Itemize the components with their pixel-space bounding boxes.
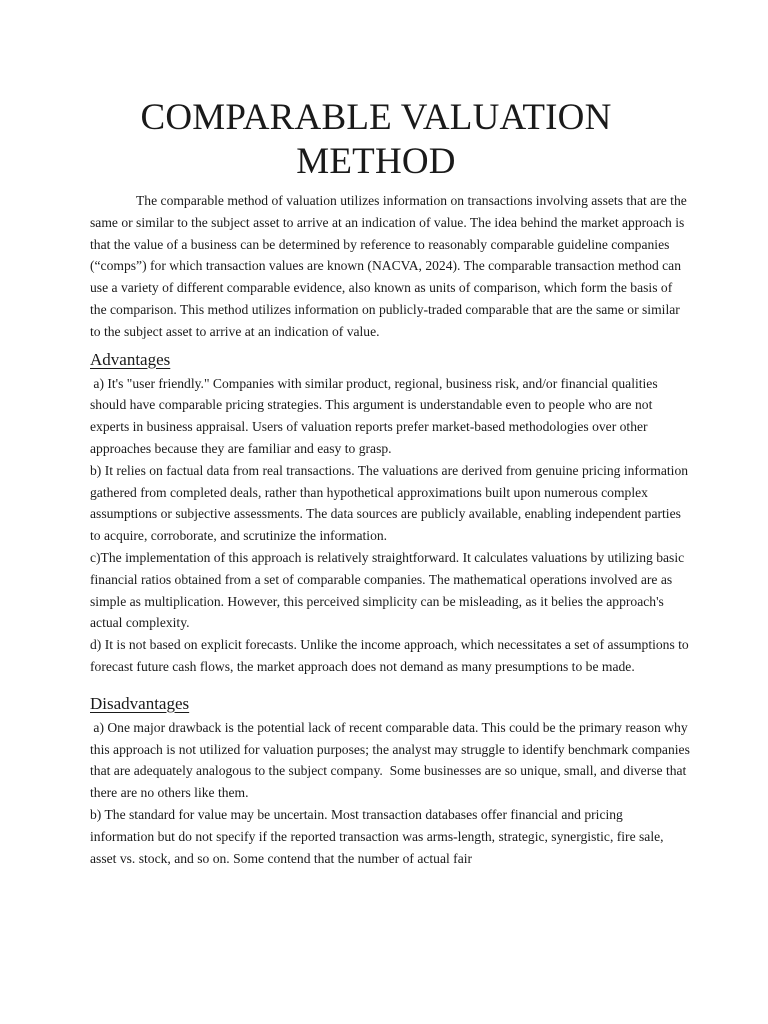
disadvantage-item-a: a) One major drawback is the potential lack of recent comparable data. This could be the primary reason why this approach is not utilized for valuation purposes; the analyst may struggle to identify benchmark companies that are adequately analogous to the subject company. Some businesses are so unique, small, and diverse that there are no others like them.	[90, 719, 694, 801]
advantages-heading: Advantages	[90, 349, 171, 369]
advantage-item-b: b) It relies on factual data from real transactions. The valuations are derived from genuine pricing information gathered from completed deals, rather than hypothetical approximations built upon numerous complex assumptions or subjective assessments. The data sources are publicly available, enabling independent parties to acquire, corroborate, and scrutinize the information.	[90, 462, 689, 544]
document-page	[90, 96, 694, 869]
advantage-item-c: c)The implementation of this approach is relatively straightforward. It calculates valuations by utilizing basic financial ratios obtained from a set of comparable companies. The mathematical operations involved are as simple as multiplication. However, this perceived simplicity can be misleading, as it belies the approach's actual complexity.	[90, 549, 685, 631]
intro-paragraph: The comparable method of valuation utilizes information on transactions involving assets that are the same or similar to the subject asset to arrive at an indication of value. The idea behind the market approach is that the value of a business can be determined by reference to reasonably comparable guideline companies (“comps”) for which transaction values are known (NACVA, 2024). The comparable transaction method can use a variety of different comparable evidence, also known as units of comparison, which form the basis of the comparison. This method utilizes information on publicly-traded comparable that are the same or similar to the subject asset to arrive at an indication of value.	[90, 193, 687, 339]
disadvantage-item-b: b) The standard for value may be uncertain. Most transaction databases offer financial and pricing information but do not specify if the reported transaction was arms-length, strategic, synergistic, fire sale, asset vs. stock, and so on. Some contend that the number of actual fair	[90, 806, 664, 866]
advantage-item-d: d) It is not based on explicit forecasts. Unlike the income approach, which necessitates a set of assumptions to forecast future cash flows, the market approach does not demand as many presumptions to be made.	[90, 637, 689, 674]
disadvantages-heading: Disadvantages	[90, 693, 190, 713]
advantage-item-a: a) It's "user friendly." Companies with similar product, regional, business risk, and/or financial qualities should have comparable pricing strategies. This argument is understandable even to people who are not experts in business appraisal. Users of valuation reports prefer market-based methodologies over other approaches because they are familiar and easy to grasp.	[90, 375, 662, 456]
page-title: COMPARABLE VALUATION METHOD	[140, 97, 612, 182]
